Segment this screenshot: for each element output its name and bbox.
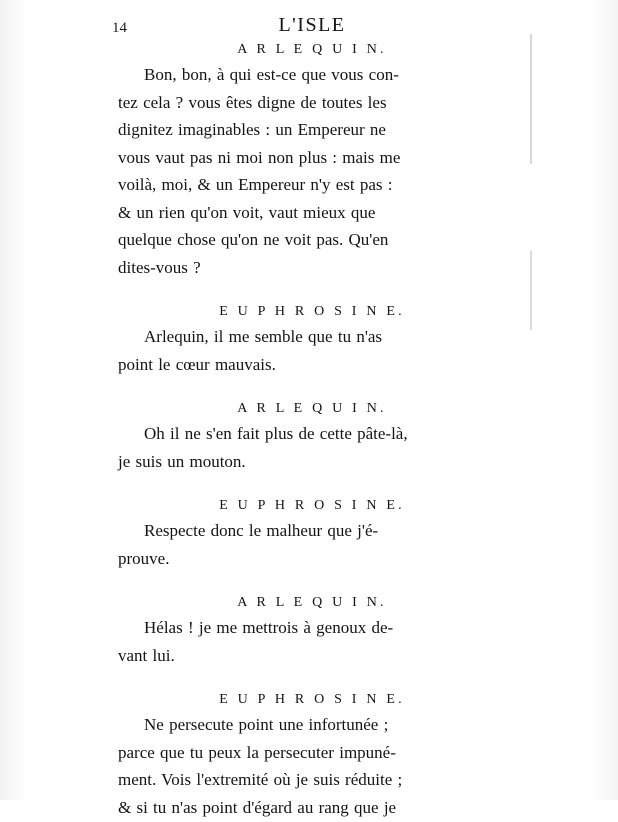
scan-edge-left	[0, 0, 26, 800]
speech-line: Respecte donc le malheur que j'é-	[144, 521, 379, 540]
speaker-name: A R L E Q U I N.	[237, 401, 387, 416]
block-spacer	[118, 573, 506, 581]
speech-block	[118, 692, 506, 820]
speech-line: ment. Vois l'extremité où je suis réduite ;	[118, 770, 403, 789]
speech-line: quelque chose qu'on ne voit pas. Qu'en	[118, 230, 389, 249]
page-content	[112, 14, 506, 822]
speaker-name: E U P H R O S I N E.	[219, 498, 405, 513]
speech-line: dites-vous ?	[118, 257, 201, 277]
speech-line: je suis un mouton.	[118, 451, 246, 471]
block-spacer	[118, 476, 506, 484]
block-spacer	[118, 282, 506, 290]
scan-edge-right	[592, 0, 618, 800]
speech-block	[118, 42, 506, 280]
speech-line: & un rien qu'on voit, vaut mieux que	[118, 202, 376, 222]
binding-mark-secondary	[530, 250, 532, 330]
speech-line: prouve.	[118, 548, 170, 568]
speech-block	[118, 401, 506, 474]
page-header	[112, 14, 506, 40]
speech-line: Ne persecute point une infortunée ;	[144, 715, 389, 734]
speaker-name: E U P H R O S I N E.	[219, 304, 405, 319]
speaker-name: A R L E Q U I N.	[237, 595, 387, 610]
speaker-name: A R L E Q U I N.	[237, 42, 387, 57]
running-title: L'ISLE	[278, 14, 346, 36]
page-number: 14	[112, 20, 127, 36]
speech-line: Bon, bon, à qui est-ce que vous con-	[144, 65, 399, 84]
speaker-name: E U P H R O S I N E.	[219, 692, 405, 707]
speech-line: vant lui.	[118, 645, 175, 665]
block-spacer	[118, 379, 506, 387]
speech-line: voilà, moi, & un Empereur n'y est pas :	[118, 175, 393, 194]
speech-line: point le cœur mauvais.	[118, 354, 276, 374]
speech-line: Hélas ! je me mettrois à genoux de-	[144, 618, 394, 637]
speech-block	[118, 595, 506, 668]
speech-line: dignitez imaginables : un Empereur ne	[118, 120, 386, 139]
speech-line: Oh il ne s'en fait plus de cette pâte-là,	[144, 424, 408, 443]
block-spacer	[118, 670, 506, 678]
binding-mark	[530, 34, 532, 164]
speech-line: tez cela ? vous êtes digne de toutes les	[118, 92, 387, 112]
speech-line: parce que tu peux la persecuter impuné-	[118, 742, 396, 762]
speech-line: & si tu n'as point d'égard au rang que je	[118, 797, 397, 817]
speech-line: Arlequin, il me semble que tu n'as	[144, 327, 383, 346]
speech-line: vous vaut pas ni moi non plus : mais me	[118, 147, 401, 167]
speech-block	[118, 498, 506, 571]
speech-block	[118, 304, 506, 377]
